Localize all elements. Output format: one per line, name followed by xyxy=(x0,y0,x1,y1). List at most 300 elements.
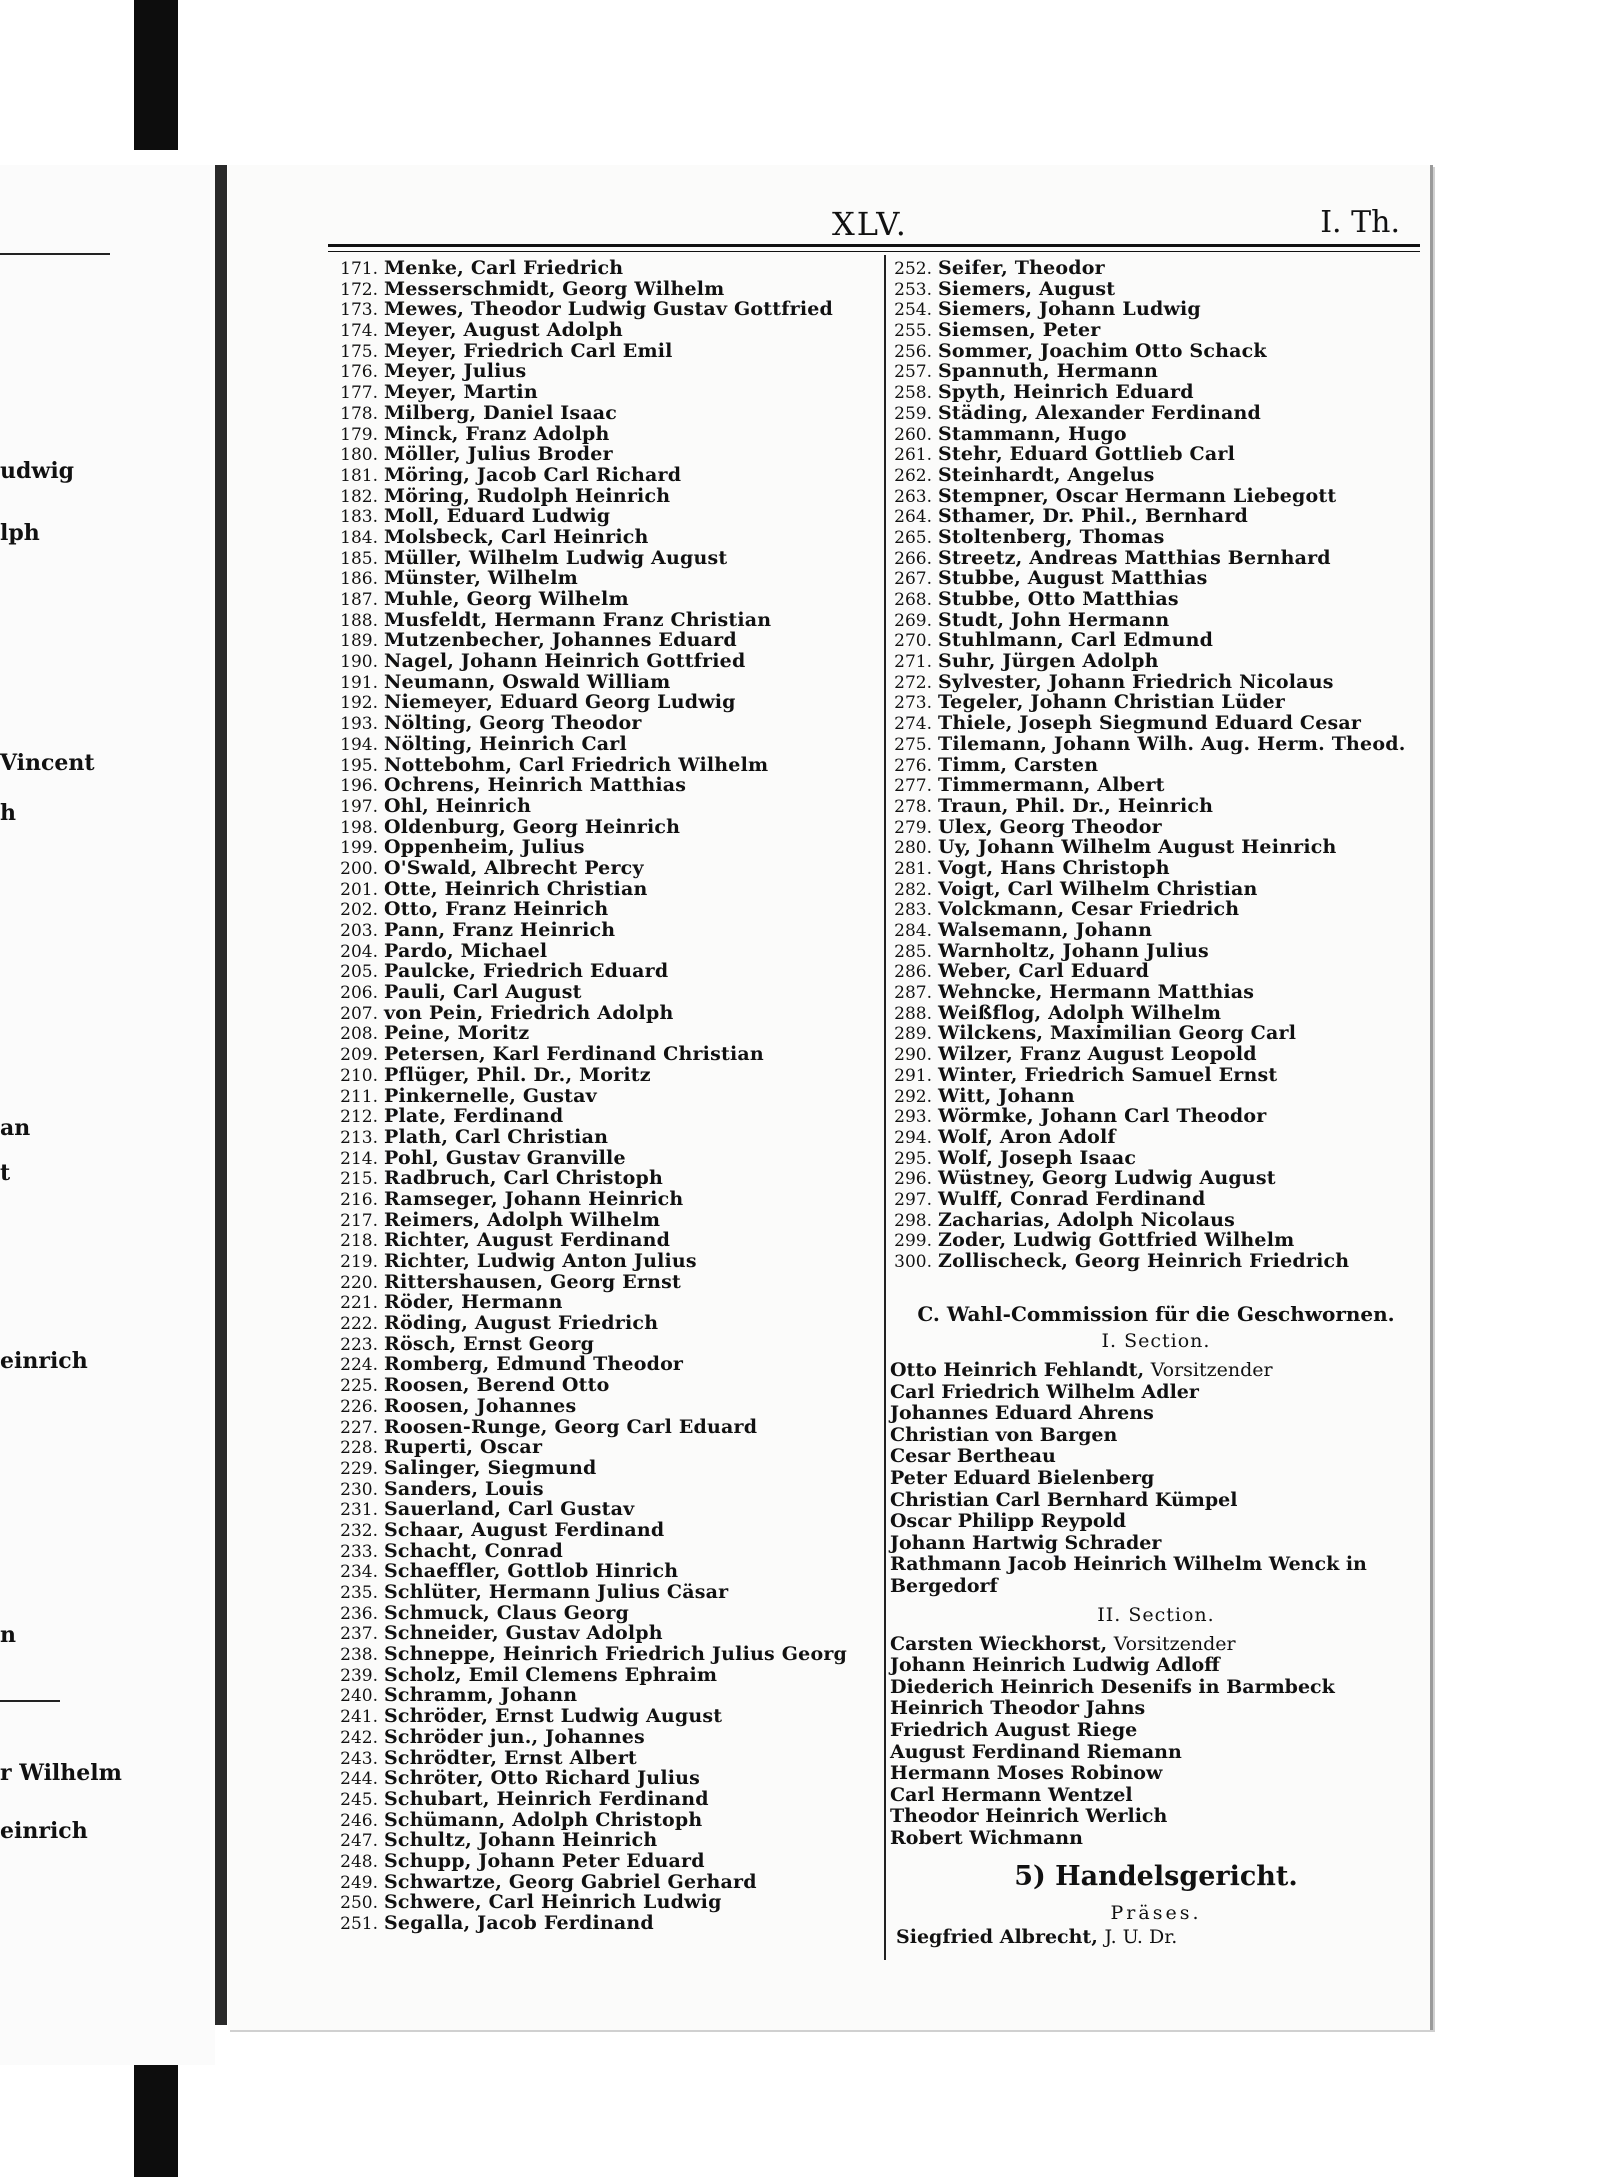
list-item xyxy=(332,1479,880,1500)
list-item xyxy=(332,527,880,548)
entry-number: 183. xyxy=(340,507,378,528)
list-item xyxy=(886,630,1416,651)
list-item xyxy=(332,1810,880,1831)
member-name: Friedrich August Riege xyxy=(890,1718,1138,1741)
entry-number: 288. xyxy=(894,1003,932,1024)
list-item xyxy=(886,258,1416,279)
entry-number: 192. xyxy=(340,693,378,714)
commission-member xyxy=(886,1511,1426,1533)
list-item xyxy=(332,424,880,445)
entry-number: 250. xyxy=(340,1893,378,1914)
entry-name: Meyer, August Adolph xyxy=(384,319,623,342)
entry-number: 262. xyxy=(894,465,932,486)
entry-name: Ohl, Heinrich xyxy=(384,794,532,817)
entry-number: 239. xyxy=(340,1665,378,1686)
list-item xyxy=(332,1168,880,1189)
entry-name: Wehncke, Hermann Matthias xyxy=(938,981,1255,1004)
left-page-rule xyxy=(0,1700,60,1702)
list-item xyxy=(332,361,880,382)
entry-name: Ochrens, Heinrich Matthias xyxy=(384,774,687,797)
list-item xyxy=(886,1230,1416,1251)
entry-name: Schacht, Conrad xyxy=(384,1539,564,1562)
page-folio: XLV. xyxy=(832,205,908,243)
entry-number: 286. xyxy=(894,962,932,983)
left-page-fragment: lph xyxy=(0,520,40,546)
list-item xyxy=(332,506,880,527)
entry-name: Menke, Carl Friedrich xyxy=(384,257,624,279)
entry-number: 218. xyxy=(340,1231,378,1252)
list-item xyxy=(886,920,1416,941)
entry-name: Schubart, Heinrich Ferdinand xyxy=(384,1787,709,1810)
list-item xyxy=(332,858,880,879)
page-header xyxy=(240,205,1420,245)
list-item xyxy=(886,465,1416,486)
list-item xyxy=(332,341,880,362)
entry-number: 190. xyxy=(340,652,378,673)
entry-number: 196. xyxy=(340,776,378,797)
entry-number: 233. xyxy=(340,1541,378,1562)
entry-name: Schröder jun., Johannes xyxy=(384,1725,645,1748)
entry-number: 194. xyxy=(340,734,378,755)
entry-name: Volckmann, Cesar Friedrich xyxy=(938,898,1240,921)
entry-name: Meyer, Julius xyxy=(384,360,527,383)
entry-name: Spannuth, Hermann xyxy=(938,360,1159,383)
entry-number: 177. xyxy=(340,383,378,404)
list-item xyxy=(332,258,880,279)
entry-number: 188. xyxy=(340,610,378,631)
list-item xyxy=(886,817,1416,838)
entry-number: 186. xyxy=(340,569,378,590)
commission-member xyxy=(886,1720,1426,1742)
entry-name: Ramseger, Johann Heinrich xyxy=(384,1187,684,1210)
member-name: Johann Heinrich Ludwig Adloff xyxy=(890,1654,1220,1677)
left-page-fragment: h xyxy=(0,800,16,826)
list-item xyxy=(332,1830,880,1851)
entry-name: Wörmke, Johann Carl Theodor xyxy=(938,1105,1267,1128)
commission-member xyxy=(886,1576,1426,1598)
entry-number: 243. xyxy=(340,1748,378,1769)
entry-name: Schneider, Gustav Adolph xyxy=(384,1622,663,1645)
entry-number: 240. xyxy=(340,1686,378,1707)
entry-number: 174. xyxy=(340,321,378,342)
section-2-members xyxy=(886,1634,1426,1850)
commission-member xyxy=(886,1698,1426,1720)
entry-name: Otto, Franz Heinrich xyxy=(384,898,609,921)
list-item xyxy=(332,1023,880,1044)
entry-number: 176. xyxy=(340,362,378,383)
entry-number: 294. xyxy=(894,1127,932,1148)
entry-number: 184. xyxy=(340,527,378,548)
entry-number: 172. xyxy=(340,279,378,300)
entry-name: Mewes, Theodor Ludwig Gustav Gottfried xyxy=(384,298,834,321)
entry-number: 211. xyxy=(340,1086,378,1107)
entry-name: Schröder, Ernst Ludwig August xyxy=(384,1705,723,1728)
entry-name: Wüstney, Georg Ludwig August xyxy=(938,1167,1276,1190)
entry-number: 277. xyxy=(894,776,932,797)
entry-number: 236. xyxy=(340,1603,378,1624)
entry-name: Streetz, Andreas Matthias Bernhard xyxy=(938,546,1331,569)
list-item xyxy=(886,589,1416,610)
list-item xyxy=(886,879,1416,900)
entry-name: Voigt, Carl Wilhelm Christian xyxy=(938,877,1258,900)
list-item xyxy=(332,817,880,838)
entry-number: 260. xyxy=(894,424,932,445)
left-page-fragment: r Wilhelm xyxy=(0,1760,122,1786)
entry-number: 293. xyxy=(894,1107,932,1128)
list-item xyxy=(332,1437,880,1458)
list-item xyxy=(886,1023,1416,1044)
left-page-fragment: Vincent xyxy=(0,750,95,776)
entry-number: 273. xyxy=(894,693,932,714)
list-item xyxy=(886,527,1416,548)
entry-number: 276. xyxy=(894,755,932,776)
commission-member xyxy=(886,1446,1426,1468)
entry-name: Wulff, Conrad Ferdinand xyxy=(938,1187,1206,1210)
left-page-fragment: t xyxy=(0,1160,11,1186)
entry-number: 241. xyxy=(340,1707,378,1728)
entry-number: 231. xyxy=(340,1500,378,1521)
list-item xyxy=(886,899,1416,920)
list-item xyxy=(886,1003,1416,1024)
entry-number: 252. xyxy=(894,259,932,279)
list-item xyxy=(332,941,880,962)
member-name: Christian Carl Bernhard Kümpel xyxy=(890,1488,1238,1511)
entry-number: 205. xyxy=(340,962,378,983)
list-item xyxy=(332,713,880,734)
member-name: Cesar Bertheau xyxy=(890,1445,1056,1468)
entry-number: 271. xyxy=(894,652,932,673)
list-item xyxy=(886,755,1416,776)
member-name: Otto Heinrich Fehlandt, xyxy=(890,1359,1151,1381)
entry-number: 237. xyxy=(340,1624,378,1645)
entry-number: 203. xyxy=(340,921,378,941)
list-item xyxy=(332,610,880,631)
entry-number: 198. xyxy=(340,817,378,838)
entry-number: 254. xyxy=(894,300,932,321)
entry-number: 296. xyxy=(894,1169,932,1190)
member-role: Vorsitzender xyxy=(1150,1359,1273,1381)
entry-name: Sanders, Louis xyxy=(384,1477,544,1500)
entry-number: 226. xyxy=(340,1396,378,1417)
entry-number: 189. xyxy=(340,631,378,652)
entry-number: 221. xyxy=(340,1293,378,1314)
list-item xyxy=(332,651,880,672)
entry-number: 216. xyxy=(340,1189,378,1210)
entry-name: Siemsen, Peter xyxy=(938,319,1101,342)
list-item xyxy=(886,610,1416,631)
entry-number: 298. xyxy=(894,1210,932,1231)
entry-name: Nölting, Heinrich Carl xyxy=(384,732,627,755)
list-item xyxy=(886,548,1416,569)
list-item xyxy=(886,1189,1416,1210)
entry-name: Pardo, Michael xyxy=(384,939,548,962)
binding-tab-top xyxy=(134,0,178,150)
section-1-members xyxy=(886,1360,1426,1598)
entry-number: 295. xyxy=(894,1148,932,1169)
entry-name: Weißflog, Adolph Wilhelm xyxy=(938,1001,1222,1024)
entry-name: Stehr, Eduard Gottlieb Carl xyxy=(938,443,1235,466)
member-name: Heinrich Theodor Jahns xyxy=(890,1697,1146,1720)
list-item xyxy=(332,1396,880,1417)
list-item xyxy=(332,796,880,817)
entry-number: 181. xyxy=(340,465,378,486)
entry-name: Weber, Carl Eduard xyxy=(938,960,1150,983)
praeses-entry xyxy=(886,1926,1426,1948)
entry-name: Tegeler, Johann Christian Lüder xyxy=(938,691,1285,714)
entry-number: 268. xyxy=(894,590,932,610)
entry-name: Messerschmidt, Georg Wilhelm xyxy=(384,277,725,300)
entry-name: Studt, John Hermann xyxy=(938,608,1170,631)
entry-name: Roosen-Runge, Georg Carl Eduard xyxy=(384,1415,758,1438)
entry-name: Sommer, Joachim Otto Schack xyxy=(938,339,1267,362)
list-item xyxy=(332,1561,880,1582)
list-item xyxy=(332,1148,880,1169)
entry-number: 217. xyxy=(340,1210,378,1231)
list-item xyxy=(332,1272,880,1293)
entry-name: Oppenheim, Julius xyxy=(384,836,585,859)
entry-number: 200. xyxy=(340,858,378,879)
entry-name: Spyth, Heinrich Eduard xyxy=(938,381,1194,404)
entry-name: Stoltenberg, Thomas xyxy=(938,525,1165,548)
entry-number: 280. xyxy=(894,838,932,859)
list-item xyxy=(332,1748,880,1769)
entry-number: 197. xyxy=(340,796,378,817)
list-item xyxy=(886,775,1416,796)
list-item xyxy=(886,837,1416,858)
list-item xyxy=(332,1230,880,1251)
entry-name: Molsbeck, Carl Heinrich xyxy=(384,525,649,548)
list-item xyxy=(886,341,1416,362)
list-item xyxy=(332,1603,880,1624)
entry-number: 244. xyxy=(340,1769,378,1790)
list-item xyxy=(332,1251,880,1272)
entry-number: 278. xyxy=(894,796,932,817)
section-2-label: II. Section. xyxy=(1097,1603,1215,1626)
commission-member xyxy=(886,1677,1426,1699)
left-page-rule xyxy=(0,253,110,255)
list-item xyxy=(332,299,880,320)
entry-number: 285. xyxy=(894,941,932,962)
entry-number: 238. xyxy=(340,1645,378,1666)
entry-name: Timm, Carsten xyxy=(938,753,1099,776)
entry-number: 207. xyxy=(340,1003,378,1024)
entry-name: Stempner, Oscar Hermann Liebegott xyxy=(938,484,1337,507)
entry-name: Rittershausen, Georg Ernst xyxy=(384,1270,682,1293)
list-item xyxy=(332,775,880,796)
commission-member xyxy=(886,1785,1426,1807)
entry-name: Winter, Friedrich Samuel Ernst xyxy=(938,1063,1278,1086)
left-page-edge xyxy=(0,165,215,2065)
entry-number: 267. xyxy=(894,569,932,590)
list-item xyxy=(332,1313,880,1334)
entry-number: 259. xyxy=(894,403,932,424)
entry-number: 204. xyxy=(340,941,378,962)
list-item xyxy=(886,1251,1416,1272)
entry-name: Plath, Carl Christian xyxy=(384,1125,609,1148)
list-item xyxy=(332,1644,880,1665)
entry-number: 191. xyxy=(340,672,378,693)
entry-name: Moll, Eduard Ludwig xyxy=(384,505,611,528)
entry-name: Roosen, Berend Otto xyxy=(384,1374,610,1397)
entry-number: 210. xyxy=(340,1065,378,1086)
member-name: Rathmann Jacob Heinrich Wilhelm Wenck in xyxy=(890,1553,1367,1576)
entry-name: Mutzenbecher, Johannes Eduard xyxy=(384,629,737,652)
entry-name: Röding, August Friedrich xyxy=(384,1312,659,1335)
binding-tab-bottom xyxy=(134,2063,178,2177)
entry-number: 219. xyxy=(340,1252,378,1272)
commission-member xyxy=(886,1425,1426,1447)
entry-name: Stammann, Hugo xyxy=(938,422,1127,445)
list-item xyxy=(886,1127,1416,1148)
entry-name: Niemeyer, Eduard Georg Ludwig xyxy=(384,691,736,714)
entry-name: Pauli, Carl August xyxy=(384,981,582,1004)
left-page-fragment: einrich xyxy=(0,1348,88,1374)
list-item xyxy=(886,403,1416,424)
entry-number: 283. xyxy=(894,900,932,921)
entry-number: 214. xyxy=(340,1148,378,1169)
entry-number: 246. xyxy=(340,1810,378,1831)
member-list-right xyxy=(886,258,1416,1272)
list-item xyxy=(886,1086,1416,1107)
list-item xyxy=(886,941,1416,962)
entry-name: Ruperti, Oscar xyxy=(384,1436,543,1459)
list-item xyxy=(332,589,880,610)
entry-name: Witt, Johann xyxy=(938,1084,1075,1107)
entry-number: 245. xyxy=(340,1789,378,1810)
list-item xyxy=(886,692,1416,713)
entry-number: 212. xyxy=(340,1107,378,1128)
entry-name: Salinger, Siegmund xyxy=(384,1456,597,1479)
entry-name: Meyer, Friedrich Carl Emil xyxy=(384,339,673,362)
entry-name: Wolf, Joseph Isaac xyxy=(938,1146,1137,1169)
list-item xyxy=(332,899,880,920)
member-name: Peter Eduard Bielenberg xyxy=(890,1466,1155,1489)
list-item xyxy=(332,1872,880,1893)
commission-member xyxy=(886,1828,1426,1850)
list-item xyxy=(332,568,880,589)
entry-name: Reimers, Adolph Wilhelm xyxy=(384,1208,661,1231)
list-item xyxy=(332,1623,880,1644)
list-item xyxy=(332,1003,880,1024)
entry-number: 264. xyxy=(894,507,932,528)
list-item xyxy=(332,382,880,403)
member-name: Johann Hartwig Schrader xyxy=(890,1531,1162,1554)
entry-number: 248. xyxy=(340,1851,378,1872)
member-name: Hermann Moses Robinow xyxy=(890,1762,1163,1785)
entry-name: Milberg, Daniel Isaac xyxy=(384,401,618,424)
entry-name: Schupp, Johann Peter Eduard xyxy=(384,1849,705,1872)
entry-name: Paulcke, Friedrich Eduard xyxy=(384,960,669,983)
list-item xyxy=(332,1789,880,1810)
entry-number: 232. xyxy=(340,1520,378,1541)
member-name: Bergedorf xyxy=(890,1574,998,1597)
entry-number: 175. xyxy=(340,341,378,362)
list-item xyxy=(332,1685,880,1706)
entry-number: 256. xyxy=(894,341,932,362)
entry-name: Schlüter, Hermann Julius Cäsar xyxy=(384,1581,729,1603)
list-item xyxy=(886,424,1416,445)
entry-number: 249. xyxy=(340,1872,378,1893)
list-item xyxy=(332,1851,880,1872)
entry-name: Sylvester, Johann Friedrich Nicolaus xyxy=(938,670,1334,693)
entry-name: Vogt, Hans Christoph xyxy=(938,856,1170,879)
list-item xyxy=(886,713,1416,734)
entry-number: 269. xyxy=(894,610,932,631)
list-item xyxy=(332,755,880,776)
entry-name: Zoder, Ludwig Gottfried Wilhelm xyxy=(938,1229,1295,1252)
entry-name: Segalla, Jacob Ferdinand xyxy=(384,1912,654,1934)
list-item xyxy=(332,879,880,900)
entry-name: Wilzer, Franz August Leopold xyxy=(938,1043,1257,1066)
list-item xyxy=(886,1210,1416,1231)
list-item xyxy=(886,796,1416,817)
entry-name: Radbruch, Carl Christoph xyxy=(384,1167,664,1190)
entry-number: 202. xyxy=(340,900,378,921)
entry-name: Nottebohm, Carl Friedrich Wilhelm xyxy=(384,753,769,776)
entry-number: 234. xyxy=(340,1562,378,1583)
entry-name: Petersen, Karl Ferdinand Christian xyxy=(384,1043,764,1066)
entry-number: 223. xyxy=(340,1334,378,1355)
commission-member xyxy=(886,1533,1426,1555)
entry-number: 292. xyxy=(894,1086,932,1107)
entry-number: 229. xyxy=(340,1458,378,1479)
entry-number: 297. xyxy=(894,1189,932,1210)
list-item xyxy=(332,1892,880,1913)
commission-member xyxy=(886,1655,1426,1677)
entry-number: 272. xyxy=(894,672,932,693)
entry-number: 287. xyxy=(894,983,932,1004)
entry-number: 195. xyxy=(340,755,378,776)
entry-number: 209. xyxy=(340,1045,378,1066)
entry-name: Tilemann, Johann Wilh. Aug. Herm. Theod. xyxy=(938,732,1406,755)
list-item xyxy=(886,1065,1416,1086)
entry-name: Romberg, Edmund Theodor xyxy=(384,1353,684,1376)
list-item xyxy=(332,403,880,424)
entry-number: 201. xyxy=(340,879,378,900)
entry-number: 281. xyxy=(894,858,932,879)
commission-member xyxy=(886,1634,1426,1656)
entry-name: Minck, Franz Adolph xyxy=(384,422,610,445)
entry-name: Traun, Phil. Dr., Heinrich xyxy=(938,794,1214,817)
entry-name: Pohl, Gustav Granville xyxy=(384,1146,626,1169)
list-item xyxy=(332,1499,880,1520)
entry-name: Warnholtz, Johann Julius xyxy=(938,939,1209,962)
member-name: Oscar Philipp Reypold xyxy=(890,1510,1127,1533)
list-item xyxy=(332,1768,880,1789)
list-item xyxy=(886,651,1416,672)
list-item xyxy=(886,444,1416,465)
member-role: Vorsitzender xyxy=(1113,1632,1236,1655)
entry-name: Scholz, Emil Clemens Ephraim xyxy=(384,1663,718,1686)
list-item xyxy=(886,568,1416,589)
praeses-title: J. U. Dr. xyxy=(1104,1926,1178,1949)
entry-name: Schwartze, Georg Gabriel Gerhard xyxy=(384,1870,757,1893)
entry-name: Möring, Rudolph Heinrich xyxy=(384,484,671,507)
entry-name: Schümann, Adolph Christoph xyxy=(384,1808,703,1831)
list-item xyxy=(886,961,1416,982)
commission-member xyxy=(886,1554,1426,1576)
member-name: Theodor Heinrich Werlich xyxy=(890,1805,1168,1828)
list-item xyxy=(886,361,1416,382)
commission-member xyxy=(886,1742,1426,1764)
list-item xyxy=(332,630,880,651)
entry-number: 257. xyxy=(894,362,932,383)
entry-number: 270. xyxy=(894,631,932,652)
entry-name: Timmermann, Albert xyxy=(938,774,1165,797)
entry-number: 199. xyxy=(340,838,378,859)
list-item xyxy=(332,920,880,941)
entry-name: Stuhlmann, Carl Edmund xyxy=(938,629,1214,652)
